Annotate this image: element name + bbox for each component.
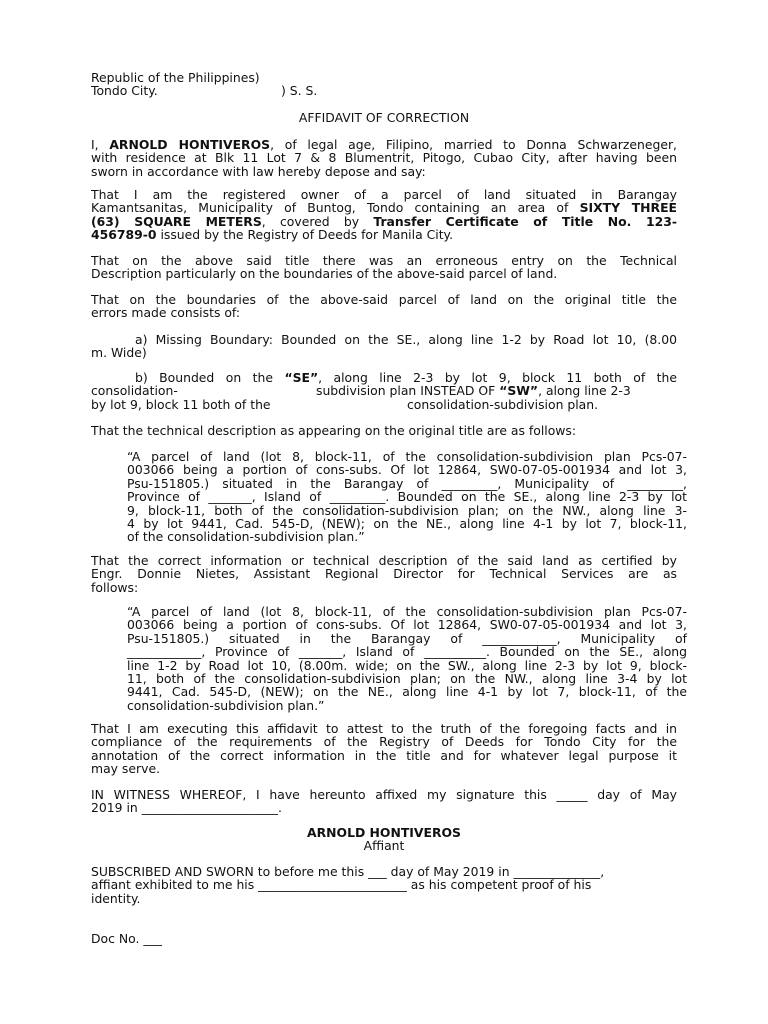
item-b-line [91,398,677,411]
quote-line: 4 by lot 9441, Cad. 545-D, (NEW); on the NE., along line 4-1 by lot 7, block-11, [127,516,687,532]
title-number-label: Transfer Certificate of Title No. 123- [373,213,677,229]
executing-line: That I am executing this affidavit to attest to the truth of the foregoing facts and in [91,721,677,736]
signature-name: ARNOLD HONTIVEROS [307,825,461,840]
owner-line [91,215,677,228]
quote-line: line 1-2 by Road lot 10, (8.00m. wide; on the SW., along line 2-3 by lot 9, block- [127,657,687,673]
erroneous-line: Description particularly on the boundaries of the above-said parcel of land. [91,266,558,282]
errors-line: errors made consists of: [91,305,241,321]
correct-description-quote [127,605,687,712]
erroneous-line: That on the above said title there was an erroneous entry on the Technical [91,253,677,268]
owner-line [91,228,677,241]
original-description-quote [127,450,687,544]
header-ss: ) S. S. [281,83,318,99]
erroneous-paragraph [91,254,677,281]
header-block [91,71,677,98]
executing-line: annotation of the correct information in the title and for whatever legal purpose it [91,747,677,763]
quote-line: Psu-151805.) situated in the Barangay of ____________, Municipality of [127,630,687,646]
item-b-instead [316,384,631,397]
header-city-line [91,84,677,97]
quote-line: 003066 being a portion of cons-subs. Of lot 12864, SW0-07-05-001934 and lot 3, [127,617,687,633]
header-city: Tondo City. [91,83,158,99]
witness-paragraph [91,788,677,815]
owner-paragraph [91,188,677,242]
item-a-line: a) Missing Boundary: Bounded on the SE., along line 1-2 by Road lot 10, (8.00 [135,332,677,347]
correct-intro [91,554,677,594]
subscribed-line: affiant exhibited to me his ________________________ as his competent proof of his [91,877,592,893]
owner-text: Kamantsanitas, Municipality of Buntog, Tondo containing an area of [91,200,580,216]
signature-role: Affiant [363,838,405,854]
item-b-text: consolidation- [91,383,178,399]
intro-line [91,138,677,151]
tech-intro: That the technical description as appearing on the original title are as follows: [91,423,577,438]
item-b-sw: “SW” [499,383,539,399]
intro-line: sworn in accordance with law hereby depose and say: [91,163,426,179]
executing-line: compliance of the requirements of the Registry of Deeds for Tondo City for the [91,734,677,750]
executing-line: may serve. [91,761,161,777]
intro-prefix: I, [91,137,110,152]
owner-line [91,201,677,214]
errors-paragraph [91,293,677,320]
quote-line: consolidation-subdivision plan.” [127,697,325,713]
errors-line: That on the boundaries of the above-said parcel of land on the original title the [91,292,677,307]
item-a-line: m. Wide) [91,345,147,361]
quote-line: 9, block-11, both of the consolidation-subdivision plan; on the NW., along line 3- [127,502,687,518]
owner-text: , covered by [261,213,374,229]
correct-line: That the correct information or technical description of the said land as certified by [91,553,677,568]
item-b-line [91,371,677,384]
document-title: AFFIDAVIT OF CORRECTION [298,110,470,125]
subscribed-line: SUBSCRIBED AND SWORN to before me this ___ day of May 2019 in ______________, [91,864,605,879]
header-republic: Republic of the Philippines) [91,70,260,85]
area-number: (63) SQUARE METERS [91,213,262,229]
intro-line: with residence at Blk 11 Lot 7 & 8 Blumentrit, Pitogo, Cubao City, after having been [91,150,677,166]
owner-line: That I am the registered owner of a parcel of land situated in Barangay [91,187,677,202]
quote-line: 11, both of the consolidation-subdivision plan; on the NW., along line 3-4 by lot [127,671,687,687]
item-b [91,371,677,411]
quote-line: ____________, Province of _______, Island of __________. Bounded on the SE., along [127,644,687,660]
item-b-text: by lot 9, block 11 both of the [91,396,271,412]
item-b-text: consolidation-subdivision plan. [407,396,599,412]
item-b-text: , along line 2-3 by lot 9, block 11 both of the [318,370,677,385]
quote-line: 003066 being a portion of cons-subs. Of lot 12864, SW0-07-05-001934 and lot 3, [127,462,687,478]
subscribed-line: identity. [91,890,141,906]
item-b-text: b) Bounded on the [135,370,285,385]
witness-line: 2019 in ______________________. [91,800,282,816]
quote-line: Psu-151805.) situated in the Barangay of _________, Municipality of _________, [127,475,687,491]
quote-line: “A parcel of land (lot 8, block-11, of the consolidation-subdivision plan Pcs-07- [127,604,687,619]
affiant-name: ARNOLD HONTIVEROS [109,137,271,152]
area-words: SIXTY THREE [579,200,677,216]
intro-rest: , of legal age, Filipino, married to Donna Schwarzeneger, [270,137,677,152]
intro-paragraph [91,138,677,178]
doc-number: Doc No. ___ [91,931,162,946]
quote-line: of the consolidation-subdivision plan.” [127,529,365,545]
correct-line: follows: [91,579,139,595]
quote-line: “A parcel of land (lot 8, block-11, of the consolidation-subdivision plan Pcs-07- [127,449,687,464]
subscribed-paragraph [91,865,677,905]
witness-line: IN WITNESS WHEREOF, I have hereunto affixed my signature this _____ day of May [91,787,677,802]
item-b-text: , along line 2-3 [538,383,631,399]
signature-block [91,826,677,853]
title-number: 456789-0 [91,227,157,243]
owner-text: issued by the Registry of Deeds for Manila City. [156,227,454,243]
item-b-se: “SE” [284,370,319,385]
executing-paragraph [91,722,677,776]
correct-line: Engr. Donnie Nietes, Assistant Regional Director for Technical Services are as [91,566,677,582]
item-b-text: subdivision plan INSTEAD OF [316,383,500,399]
quote-line: Province of _______, Island of _________. Bounded on the SE., along line 2-3 by lot [127,489,687,505]
item-a [91,333,677,360]
quote-line: 9441, Cad. 545-D, (NEW); on the NE., along line 4-1 by lot 7, block-11, of the [127,684,687,700]
item-b-line [91,384,677,397]
